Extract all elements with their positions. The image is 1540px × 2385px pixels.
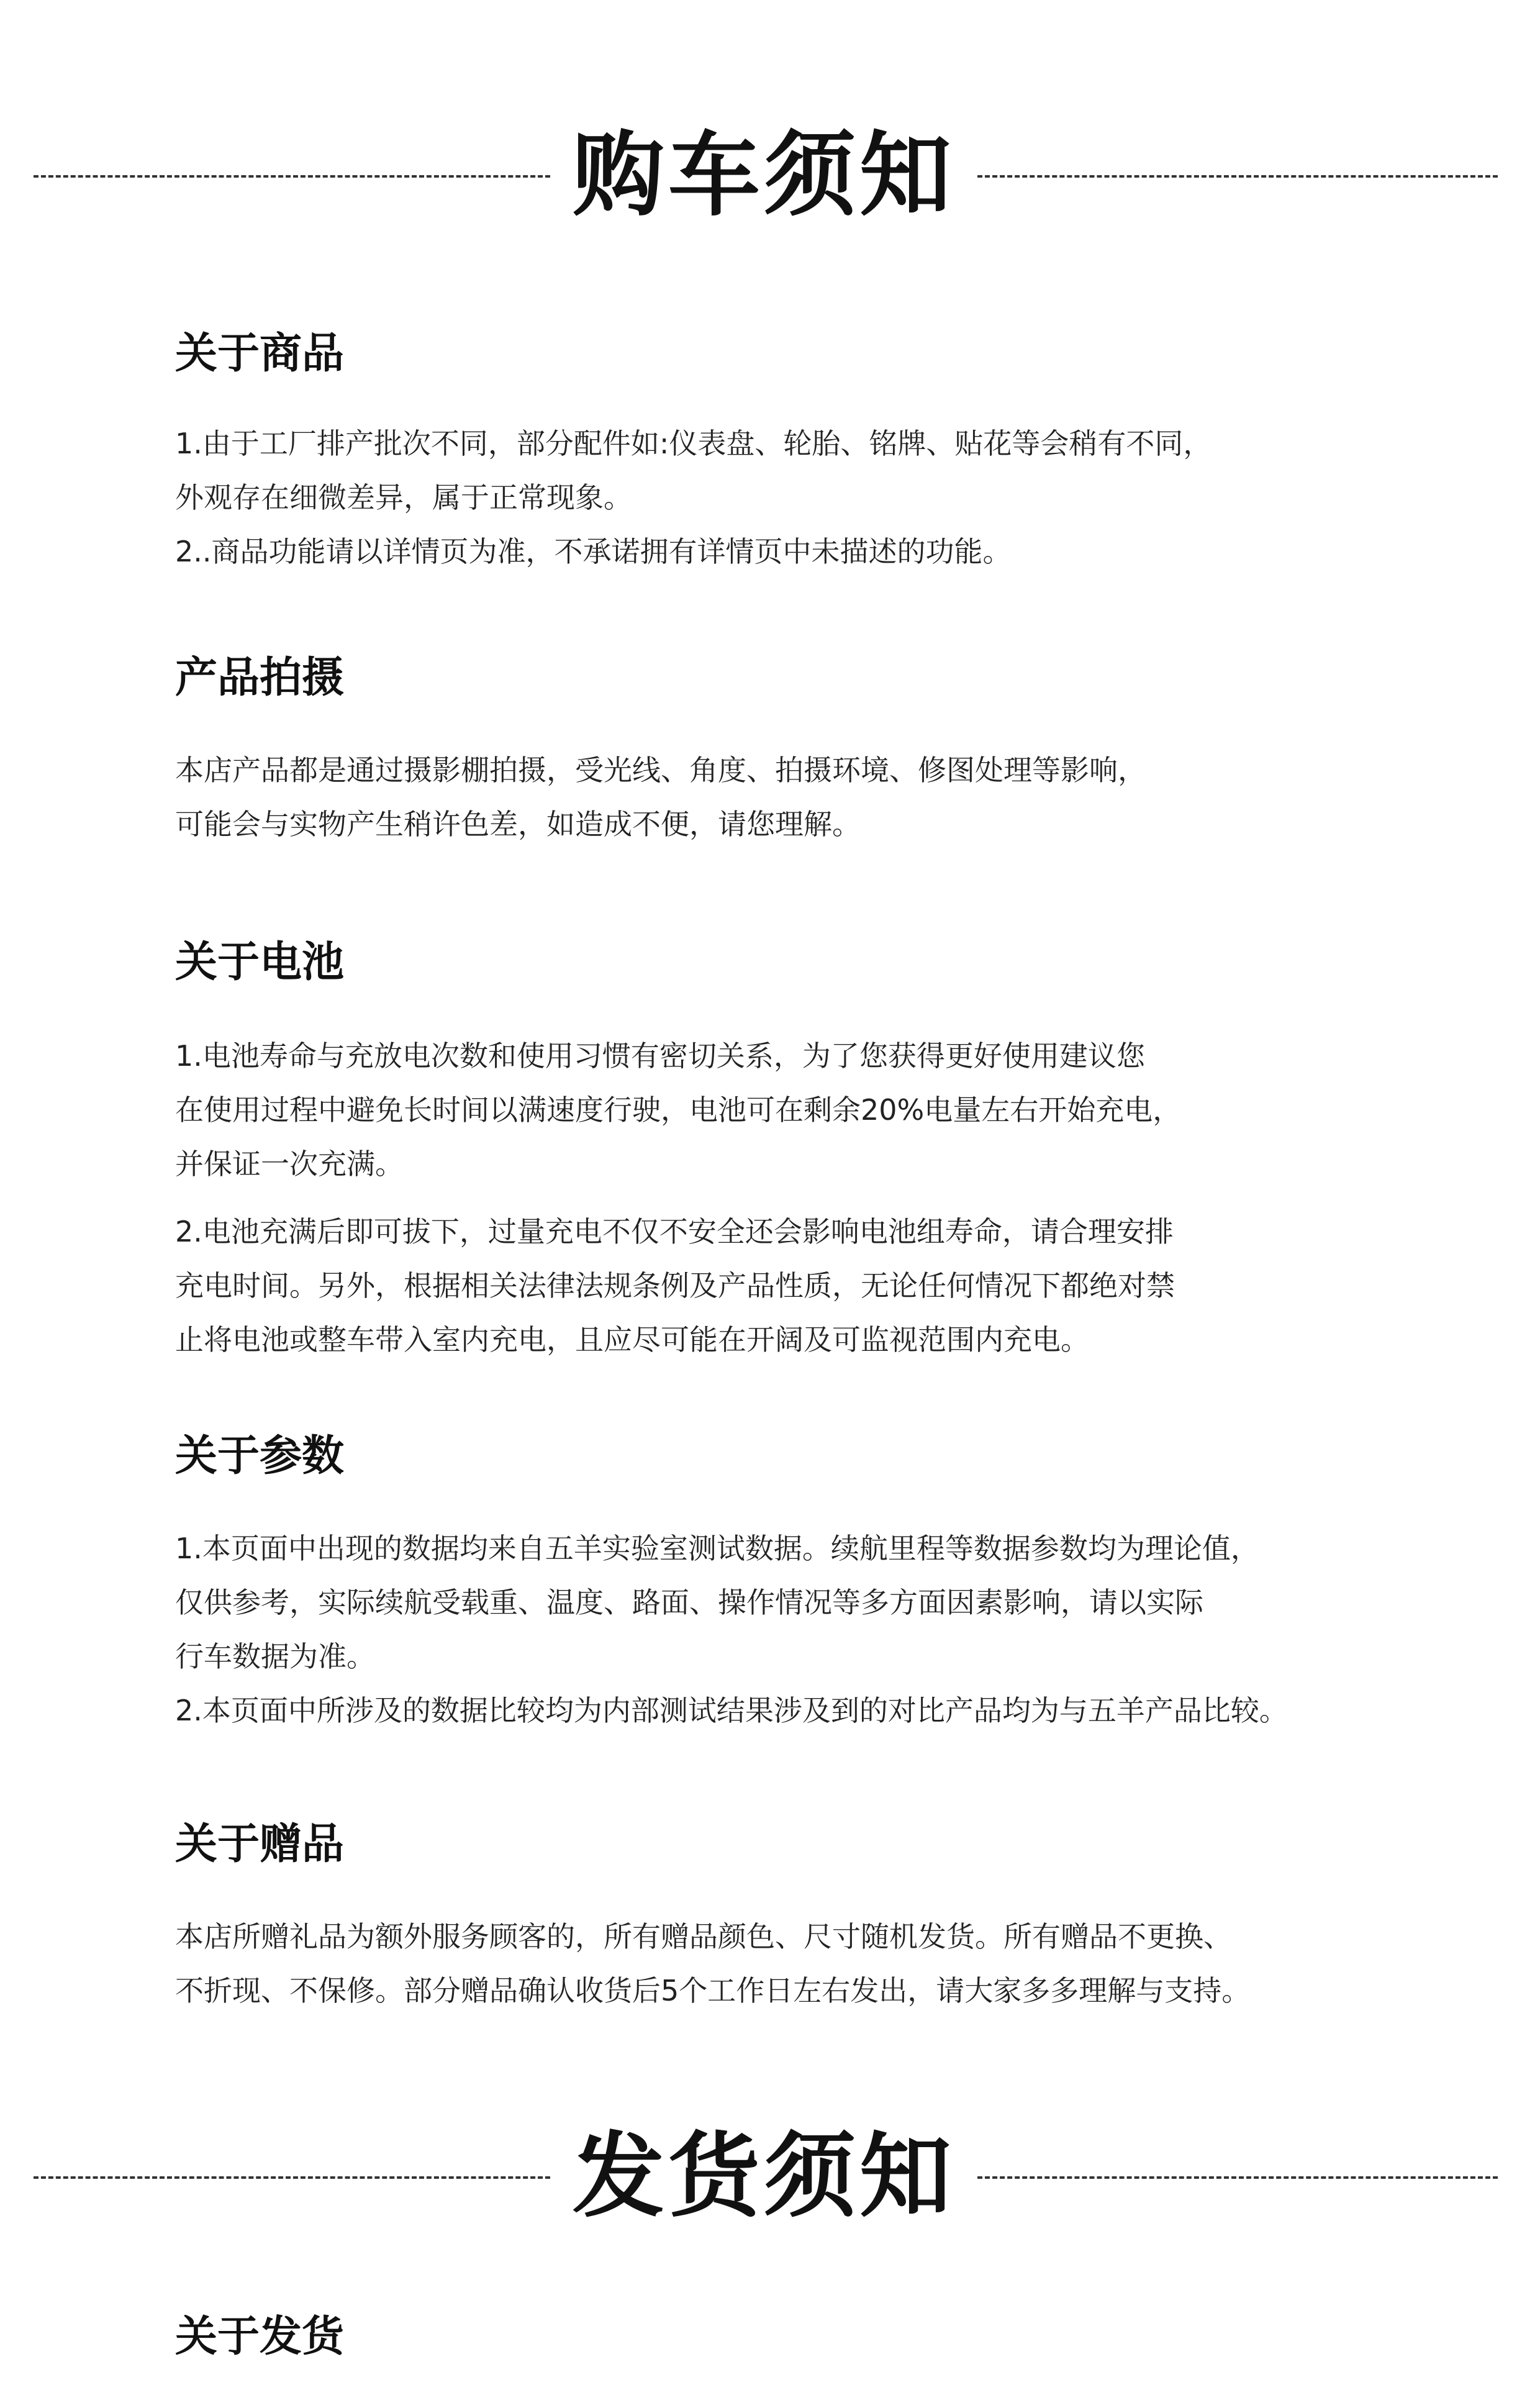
text-line: 在使用过程中避免长时间以满速度行驶，电池可在剩余20%电量左右开始充电， <box>175 1093 1182 1127</box>
shipping-notice-banner <box>0 2114 1540 2238</box>
paragraph <box>175 1522 1288 1684</box>
paragraph <box>175 1029 1181 1191</box>
shipping-notice-title: 发货须知 <box>573 2123 955 2230</box>
divider-dashed-right <box>977 2176 1498 2179</box>
text-line: 止将电池或整车带入室内充电，且应尽可能在开阔及可监视范围内充电。 <box>175 1323 1089 1356</box>
text-line: 可能会与实物产生稍许色差，如造成不便，请您理解。 <box>175 807 861 841</box>
section-heading: 关于参数 <box>175 1432 345 1481</box>
text-line: 1.本页面中出现的数据均来自五羊实验室测试数据。续航里程等数据参数均为理论值， <box>175 1532 1259 1565</box>
text-line: 本店产品都是通过摄影棚拍摄，受光线、角度、拍摄环境、修图处理等影响， <box>175 753 1146 787</box>
paragraph <box>175 1910 1250 2018</box>
section-about-battery <box>175 935 1417 1356</box>
divider-dashed-right <box>977 175 1498 178</box>
divider-dashed-left <box>34 175 550 178</box>
section-heading: 关于电池 <box>175 938 345 987</box>
section-about-gifts <box>175 1817 1417 2007</box>
paragraph <box>175 743 1146 852</box>
section-product-photography <box>175 650 1417 841</box>
section-heading: 关于发货 <box>175 2312 345 2361</box>
text-line: 2..商品功能请以详情页为准，不承诺拥有详情页中未描述的功能。 <box>175 535 1012 568</box>
purchase-notice-title: 购车须知 <box>573 122 955 229</box>
divider-dashed-left <box>34 2176 550 2179</box>
text-line: 本店所赠礼品为额外服务顾客的，所有赠品颜色、尺寸随机发货。所有赠品不更换、 <box>175 1920 1232 1953</box>
section-body <box>175 743 1146 852</box>
text-line: 2.本页面中所涉及的数据比较均为内部测试结果涉及到的对比产品均为与五羊产品比较。 <box>175 1694 1288 1727</box>
section-about-shipping <box>175 2309 1417 2365</box>
text-line: 并保证一次充满。 <box>175 1147 404 1181</box>
section-body <box>175 417 1212 579</box>
text-line: 充电时间。另外，根据相关法律法规条例及产品性质，无论任何情况下都绝对禁 <box>175 1269 1175 1302</box>
section-about-parameters <box>175 1429 1417 1727</box>
section-heading: 产品拍摄 <box>175 653 345 702</box>
paragraph <box>175 1684 1288 1738</box>
text-line: 外观存在细微差异，属于正常现象。 <box>175 481 632 514</box>
text-line: 不折现、不保修。部分赠品确认收货后5个工作日左右发出，请大家多多理解与支持。 <box>175 1974 1251 2007</box>
purchase-notice-banner <box>0 113 1540 237</box>
section-about-product <box>175 326 1417 568</box>
text-line: 2.电池充满后即可拔下，过量充电不仅不安全还会影响电池组寿命，请合理安排 <box>175 1215 1174 1248</box>
paragraph <box>175 1205 1181 1367</box>
text-line: 1.电池寿命与充放电次数和使用习惯有密切关系，为了您获得更好使用建议您 <box>175 1039 1145 1073</box>
section-body <box>175 1910 1250 2018</box>
text-line: 1.由于工厂排产批次不同，部分配件如:仪表盘、轮胎、铭牌、贴花等会稍有不同， <box>175 427 1212 460</box>
section-body <box>175 1029 1181 1367</box>
text-line: 仅供参考，实际续航受载重、温度、路面、操作情况等多方面因素影响，请以实际 <box>175 1586 1203 1619</box>
paragraph <box>175 525 1212 579</box>
section-heading: 关于商品 <box>175 329 345 378</box>
text-line: 行车数据为准。 <box>175 1640 375 1673</box>
paragraph <box>175 417 1212 525</box>
section-heading: 关于赠品 <box>175 1820 345 1869</box>
section-body <box>175 1522 1288 1738</box>
